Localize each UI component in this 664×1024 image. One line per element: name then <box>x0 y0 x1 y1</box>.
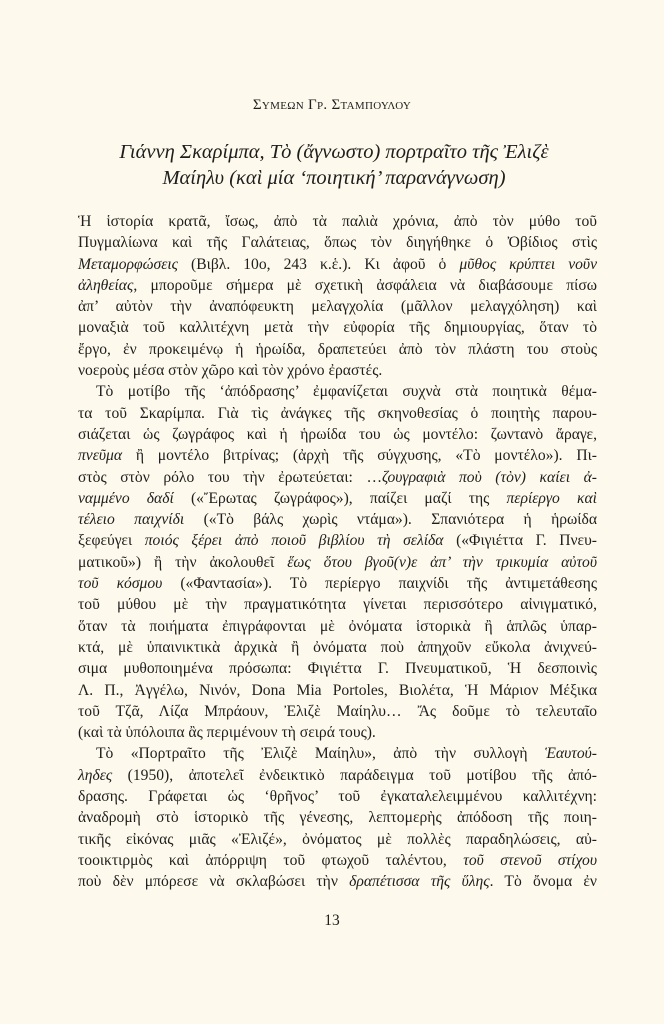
text-line <box>78 360 597 381</box>
text-line <box>78 722 597 743</box>
text-run: τοοικτιρμὸς καὶ ἀπόρριψη τοῦ φτωχοῦ ταλέντου, <box>78 851 464 869</box>
text-run: ἔργο, ἐν προκειμένῳ ἡ ἡρωίδα, δραπετεύει ἀπὸ τὸν πλάστη του στοὺς <box>78 340 597 358</box>
text-line <box>78 403 597 424</box>
text-line <box>78 807 597 828</box>
text-run: κτά, μὲ ὑπαινικτικὰ ἀρχικὰ ἢ ὀνόματα ποὺ ἀπηχοῦν εὔκολα ἀνιχνεύ- <box>78 638 597 656</box>
page-number: 13 <box>324 912 340 929</box>
article-title-line-2: Μαίηλυ (καὶ μία ‘ποιητική’ παρανάγνωση) <box>162 167 506 189</box>
text-run: τα τοῦ Σκαρίμπα. Γιὰ τὶς ἀνάγκες τῆς σκηνοθεσίας ὁ ποιητὴς παρου- <box>78 404 597 422</box>
text-run: Τὸ μοτίβο τῆς ‘ἀπόδρασης’ ἐμφανίζεται συχνὰ στὰ ποιητικὰ θέμα- <box>96 383 597 401</box>
text-run: τικῆς εἰκόνας μιᾶς «Ἐλιζέ», ὀνόματος μὲ πολλὲς παραδηλώσεις, αὐ- <box>78 830 597 848</box>
text-run: τοῦ μύθου μὲ τὴν πραγματικότητα γίνεται περισσότερο αἰνιγματικό, <box>78 596 597 614</box>
italic-phrase: ληδες <box>78 766 113 784</box>
text-line <box>78 445 597 466</box>
text-line <box>78 786 597 807</box>
italic-phrase: δραπέτισσα τῆς ὕλης <box>349 873 490 891</box>
text-line <box>78 594 597 615</box>
italic-phrase: ζουγραφιὰ ποὺ (τὸν) καίει ἀ- <box>382 468 597 486</box>
text-line <box>78 871 597 892</box>
text-line <box>78 232 597 253</box>
text-line <box>78 467 597 488</box>
text-run: («Ἔρωτας ζωγράφος»), παίζει μαζί της <box>173 489 507 507</box>
text-run: ὅταν τὰ ποιήματα ἐπιγράφονται μὲ ὀνόματα ἱστορικὰ ἢ ἁπλῶς ὑπαρ- <box>78 617 597 635</box>
text-line <box>78 211 597 232</box>
body-text <box>78 211 597 893</box>
text-run: ποὺ δὲν μπόρεσε νὰ σκλαβώσει τὴν <box>78 873 350 891</box>
text-run: ματικοῦ») ἢ τὴν ἀκολουθεῖ <box>78 553 288 571</box>
text-run: Ἡ ἱστορία κρατᾶ, ἴσως, ἀπὸ τὰ παλιὰ χρόνια, ἀπὸ τὸν μύθο τοῦ <box>78 213 597 230</box>
text-run: ἢ μοντέλο βιτρίνας; (ἀρχὴ τῆς σύγχυσης, «Τὸ μοντέλο»). Πι- <box>122 447 597 465</box>
text-line <box>78 488 597 509</box>
article-title <box>60 139 608 191</box>
text-run: («Φαντασία»). Τὸ περίεργο παιχνίδι τῆς ἀντιμετάθεσης <box>162 575 597 593</box>
italic-phrase: τέλειο παιχνίδι <box>78 511 185 529</box>
italic-phrase: μῦθος κρύπτει νοῦν <box>459 255 597 273</box>
italic-phrase: Ἑαυτού- <box>544 745 597 763</box>
text-line <box>78 339 597 360</box>
text-line <box>78 765 597 786</box>
italic-phrase: περίεργο καὶ <box>506 489 597 507</box>
text-line <box>78 616 597 637</box>
text-run: Πυγμαλίωνα καὶ τῆς Γαλάτειας, ὅπως τὸν διηγήθηκε ὁ Ὀβίδιος στὶς <box>78 234 597 252</box>
text-run: («Φιγιέττα Γ. Πνευ- <box>443 532 597 550</box>
text-run: (καὶ τὰ ὑπόλοιπα ἂς περιμένουν τὴ σειρά τους). <box>78 724 376 742</box>
text-run: . Τὸ ὄνομα ἐν <box>489 873 597 891</box>
text-line <box>78 317 597 338</box>
italic-phrase: Μεταμορφώσεις <box>78 255 179 273</box>
text-run: νοεροὺς μέσα στὸν χῶρο καὶ τὸν χρόνο ἐραστές. <box>78 362 383 380</box>
text-line <box>78 296 597 317</box>
text-run: σιάζεται ὡς ζωγράφος καὶ ἡ ἡρωίδα του ὡς μοντέλο: ζωντανὸ ἄραγε, <box>78 425 597 443</box>
text-line <box>78 680 597 701</box>
text-run: στὸς στὸν ρόλο του τὴν ἐρωτεύεται: … <box>78 468 383 486</box>
text-line <box>78 637 597 658</box>
text-line <box>78 530 597 551</box>
text-run: (1950), ἀποτελεῖ ἐνδεικτικὸ παράδειγμα τοῦ μοτίβου τῆς ἀπό- <box>112 766 597 784</box>
text-run: , μποροῦμε σήμερα μὲ σχετικὴ ἀσφάλεια νὰ διαβάσουμε πίσω <box>133 276 597 294</box>
text-run: (Βιβλ. 10ο, 243 κ.ἑ.). Κι ἀφοῦ ὁ <box>178 255 460 273</box>
text-run: Λ. Π., Ἀγγέλω, Νινόν, Dona Mia Portoles, Βιολέτα, Ἡ Μάριον Μέξικα <box>78 681 597 699</box>
italic-phrase: ποιός ξέρει ἀπὸ ποιοῦ βιβλίου τὴ σελίδα <box>144 532 444 550</box>
text-line <box>78 701 597 722</box>
text-run: μοναξιὰ τοῦ καλλιτέχνη μετὰ τὴν εὐφορία τῆς δημιουργίας, ὅταν τὸ <box>78 319 597 337</box>
text-line <box>78 850 597 871</box>
italic-phrase: ἀληθείας <box>78 276 134 294</box>
text-line <box>78 381 597 402</box>
text-line <box>78 424 597 445</box>
article-title-line-1: Γιάννη Σκαρίμπα, Τὸ (ἄγνωστο) πορτραῖτο τῆς Ἐλιζὲ <box>119 141 549 163</box>
text-run: σιμα μυθοποιημένα πρόσωπα: Φιγιέττα Γ. Πνευματικοῦ, Ἡ δεσποινὶς <box>78 660 597 678</box>
text-run: τοῦ Τζᾶ, Λίζα Μπράουν, Ἐλιζὲ Μαίηλυ… Ἄς δοῦμε τὸ τελευταῖο <box>78 702 597 720</box>
text-run: δρασης. Γράφεται ὡς ‘θρῆνος’ τοῦ ἐγκαταλελειμμένου καλλιτέχνη: <box>78 788 597 806</box>
text-run: ξεφεύγει <box>78 532 145 550</box>
italic-phrase: πνεῦμα <box>78 447 123 465</box>
text-line <box>78 743 597 764</box>
running-head-author: Συμεων Γρ. Σταμπουλου <box>252 97 412 113</box>
text-line <box>78 658 597 679</box>
text-line <box>78 275 597 296</box>
italic-phrase: ἕως ὅτου βγοῦ(ν)ε ἀπ’ τὴν τρικυμία αὐτοῦ <box>287 553 597 571</box>
text-line <box>78 552 597 573</box>
text-run: Τὸ «Πορτραῖτο τῆς Ἐλιζὲ Μαίηλυ», ἀπὸ τὴν συλλογὴ <box>96 745 545 763</box>
text-line <box>78 829 597 850</box>
text-line <box>78 254 597 275</box>
text-run: ἀπ’ αὐτὸν τὴν ἀναπόφευκτη μελαγχολία (μᾶλλον μελαγχόληση) καὶ <box>78 298 597 316</box>
italic-phrase: τοῦ κόσμου <box>78 575 163 593</box>
italic-phrase: ναμμένο δαδί <box>78 489 174 507</box>
text-line <box>78 573 597 594</box>
text-run: ἀναδρομὴ στὸ ἱστορικὸ τῆς γένεσης, λεπτομερὴς ἀπόδοση τῆς ποιη- <box>78 809 597 827</box>
text-line <box>78 509 597 530</box>
italic-phrase: τοῦ στενοῦ στίχου <box>463 851 597 869</box>
text-run: («Τὸ βάλς χωρὶς ντάμα»). Σπανιότερα ἡ ἡρωίδα <box>184 511 597 529</box>
